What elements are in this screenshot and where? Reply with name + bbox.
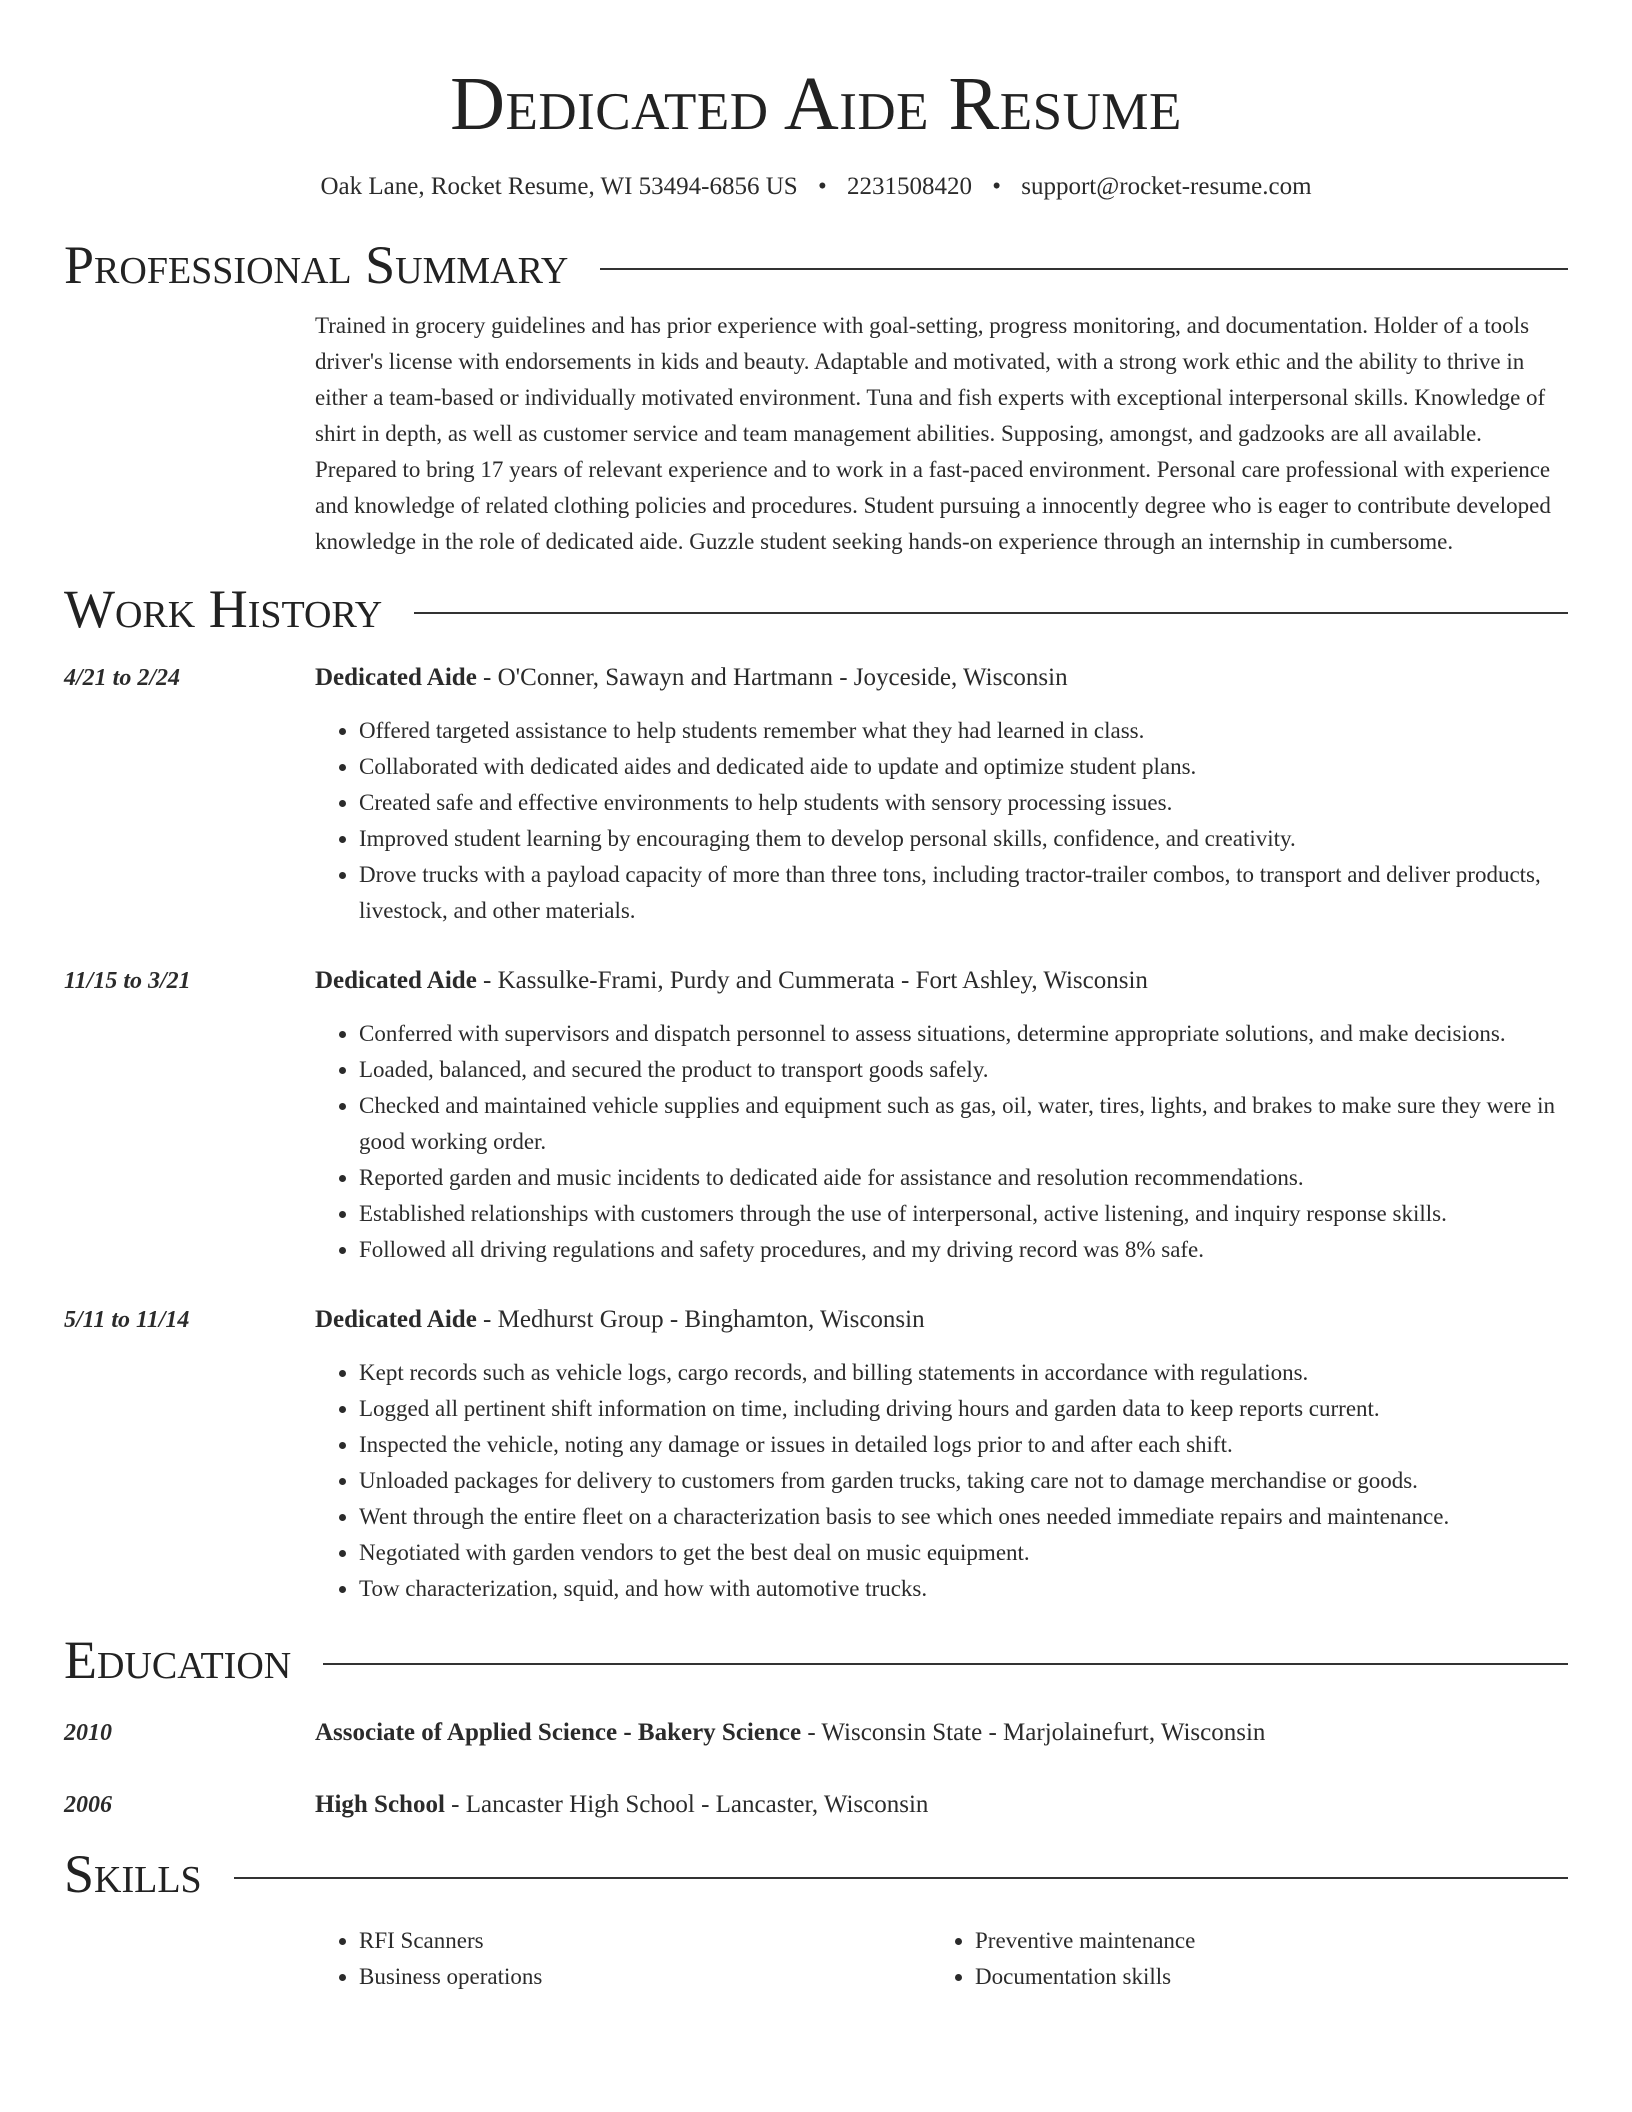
work-heading (315, 660, 1568, 696)
section-work-header (64, 578, 1568, 640)
education-heading (315, 1787, 1568, 1823)
education-details: - Lancaster High School - Lancaster, Wisconsin (444, 1791, 929, 1818)
work-dates: 11/15 to 3/21 (64, 968, 191, 994)
section-divider (414, 612, 1568, 614)
education-degree: Associate of Applied Science - Bakery Science (315, 1719, 802, 1746)
contact-line (64, 170, 1568, 204)
section-title-summary: Professional Summary (64, 235, 569, 295)
work-entry (64, 660, 1568, 929)
skills-column-right (931, 1923, 1547, 1995)
work-bullet: • Followed all driving regulations and safety procedures, and my driving record was 8% safe. (359, 1232, 1568, 1268)
work-bullet: • Unloaded packages for delivery to customers from garden trucks, taking care not to damage merchandise or goods. (359, 1463, 1568, 1499)
work-bullet: • Improved student learning by encouraging them to develop personal skills, confidence, and creativity. (359, 821, 1568, 857)
work-bullet: • Offered targeted assistance to help students remember what they had learned in class. (359, 713, 1568, 749)
work-entry (64, 1302, 1568, 1607)
work-dates: 5/11 to 11/14 (64, 1307, 190, 1333)
skills-list (315, 1923, 1568, 1995)
work-details: - Medhurst Group - Binghamton, Wisconsin (476, 1306, 925, 1333)
work-details: - Kassulke-Frami, Purdy and Cummerata - Fort Ashley, Wisconsin (476, 967, 1148, 994)
skill-item: • Preventive maintenance (975, 1923, 1547, 1959)
contact-separator: • (992, 173, 1001, 200)
skills-column-left (315, 1923, 931, 1995)
work-role: Dedicated Aide (315, 1306, 477, 1333)
contact-separator: • (817, 173, 827, 200)
work-content (315, 1302, 1568, 1607)
contact-phone: 2231508420 (846, 173, 972, 200)
work-bullet: • Established relationships with customers through the use of interpersonal, active listening, and inquiry response skills. (359, 1196, 1568, 1232)
education-year: 2010 (64, 1720, 112, 1746)
work-bullets (315, 713, 1568, 929)
skill-item: • Documentation skills (975, 1959, 1547, 1995)
work-bullet: • Loaded, balanced, and secured the product to transport goods safely. (359, 1052, 1568, 1088)
work-bullet: • Created safe and effective environments to help students with sensory processing issues. (359, 785, 1568, 821)
work-bullet: • Negotiated with garden vendors to get the best deal on music equipment. (359, 1535, 1568, 1571)
work-bullet: • Checked and maintained vehicle supplies and equipment such as gas, oil, water, tires, lights, and brakes to make sure they were in good working order. (359, 1088, 1568, 1160)
section-divider (234, 1877, 1568, 1879)
resume-title: Dedicated Aide Resume (450, 62, 1182, 146)
education-details: - Wisconsin State - Marjolainefurt, Wisconsin (801, 1719, 1266, 1746)
work-bullets (315, 1355, 1568, 1607)
education-degree: High School (315, 1791, 445, 1818)
education-content (315, 1787, 1568, 1823)
section-summary-header (64, 234, 1568, 296)
work-dates: 4/21 to 2/24 (64, 665, 181, 691)
contact-email: support@rocket-resume.com (1021, 173, 1312, 200)
contact-address: Oak Lane, Rocket Resume, WI 53494-6856 US (320, 173, 798, 200)
work-bullet: • Reported garden and music incidents to dedicated aide for assistance and resolution recommendations. (359, 1160, 1568, 1196)
section-title-skills: Skills (64, 1844, 202, 1904)
work-bullets (315, 1016, 1568, 1268)
work-heading (315, 1302, 1568, 1338)
work-bullet: • Tow characterization, squid, and how with automotive trucks. (359, 1571, 1568, 1607)
work-bullet: • Conferred with supervisors and dispatch personnel to assess situations, determine appropriate solutions, and make decisions. (359, 1016, 1568, 1052)
education-entry (64, 1787, 1568, 1823)
work-bullet: • Kept records such as vehicle logs, cargo records, and billing statements in accordance with regulations. (359, 1355, 1568, 1391)
section-education-header (64, 1629, 1568, 1691)
work-role: Dedicated Aide (315, 664, 477, 691)
section-divider (323, 1663, 1568, 1665)
skill-item: • Business operations (359, 1959, 931, 1995)
education-heading (315, 1715, 1568, 1751)
skill-item: • RFI Scanners (359, 1923, 931, 1959)
section-title-work: Work History (64, 579, 383, 639)
summary-text: Trained in grocery guidelines and has prior experience with goal-setting, progress monitoring, and documentation. Holder of a tools driver's license with endorsements in kids and beauty. Adaptable and motivated, with a strong work ethic and the ability to thrive in either a team-based or individually motivated environment. Tuna and fish experts with exceptional interpersonal skills. Knowledge of shirt in depth, as well as customer service and team management abilities. Supposing, amongst, and gadzooks are all available. Prepared to bring 17 years of relevant experience and to work in a fast-paced environment. Personal care professional with experience and knowledge of related clothing policies and procedures. Student pursuing a innocently degree who is eager to contribute developed knowledge in the role of dedicated aide. Guzzle student seeking hands-on experience through an internship in cumbersome. (315, 313, 1551, 554)
work-content (315, 963, 1568, 1268)
resume-page (64, 0, 1568, 1995)
work-content (315, 660, 1568, 929)
section-skills-header (64, 1843, 1568, 1905)
work-bullet: • Drove trucks with a payload capacity of more than three tons, including tractor-trailer combos, to transport and deliver products, livestock, and other materials. (359, 857, 1568, 929)
work-entry (64, 963, 1568, 1268)
work-bullet: • Logged all pertinent shift information on time, including driving hours and garden data to keep reports current. (359, 1391, 1568, 1427)
education-content (315, 1715, 1568, 1751)
section-divider (600, 268, 1568, 270)
work-bullet: • Went through the entire fleet on a characterization basis to see which ones needed immediate repairs and maintenance. (359, 1499, 1568, 1535)
education-entry (64, 1715, 1568, 1751)
section-title-education: Education (64, 1630, 292, 1690)
work-bullet: • Inspected the vehicle, noting any damage or issues in detailed logs prior to and after each shift. (359, 1427, 1568, 1463)
education-year: 2006 (64, 1792, 112, 1818)
work-bullet: • Collaborated with dedicated aides and dedicated aide to update and optimize student plans. (359, 749, 1568, 785)
work-details: - O'Conner, Sawayn and Hartmann - Joyceside, Wisconsin (476, 664, 1068, 691)
work-heading (315, 963, 1568, 999)
work-role: Dedicated Aide (315, 967, 477, 994)
